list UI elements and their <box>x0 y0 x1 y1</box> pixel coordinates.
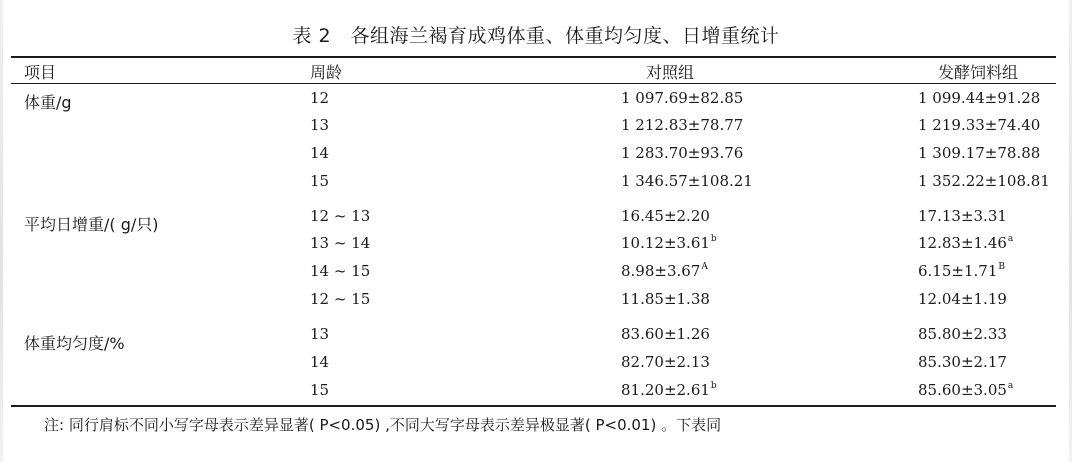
table-top-rule <box>11 56 1056 58</box>
fermented-value: 1 219.33±74.40 <box>918 116 1041 134</box>
cell-week: 15 <box>310 381 330 399</box>
cell-week: 14 <box>310 353 330 371</box>
cell-fermented <box>918 290 1008 308</box>
cell-week: 12 <box>310 89 330 107</box>
fermented-value: 85.60±3.05 <box>918 381 1007 399</box>
table-bottom-rule <box>11 405 1056 407</box>
table-footnote: 注: 同行肩标不同小写字母表示差异显著( P<0.05) ,不同大写字母表示差异极显著( P<0.01) 。下表同 <box>44 416 722 434</box>
control-value: 1 097.69±82.85 <box>621 89 744 107</box>
control-value: 16.45±2.20 <box>621 207 710 225</box>
fermented-value: 1 352.22±108.81 <box>918 172 1050 190</box>
header-fermented-feed: 发酵饲料组 <box>938 63 1019 82</box>
category-label: 平均日增重/( g/只) <box>24 215 159 234</box>
cell-week: 13 <box>310 325 330 343</box>
cell-fermented <box>918 262 1005 280</box>
fermented-value: 12.83±1.46 <box>918 234 1007 252</box>
cell-control <box>621 262 708 280</box>
fermented-superscript: a <box>1007 234 1014 244</box>
cell-fermented <box>918 172 1051 190</box>
table-title: 表 2 各组海兰褐育成鸡体重、体重均匀度、日增重统计 <box>292 25 780 47</box>
cell-fermented <box>918 325 1008 343</box>
cell-control <box>621 172 754 190</box>
control-value: 82.70±2.13 <box>621 353 710 371</box>
cell-control <box>621 207 711 225</box>
category-label: 体重/g <box>24 93 72 112</box>
fermented-value: 85.30±2.17 <box>918 353 1007 371</box>
category-label: 体重均匀度/% <box>24 334 125 353</box>
cell-week: 14 <box>310 144 330 162</box>
fermented-superscript: a <box>1007 381 1014 391</box>
cell-control <box>621 381 717 399</box>
cell-fermented <box>918 207 1008 225</box>
cell-fermented <box>918 116 1041 134</box>
cell-fermented <box>918 234 1013 252</box>
cell-control <box>621 234 717 252</box>
control-value: 1 283.70±93.76 <box>621 144 744 162</box>
cell-control <box>621 290 711 308</box>
control-value: 81.20±2.61 <box>621 381 710 399</box>
control-value: 8.98±3.67 <box>621 262 701 280</box>
cell-fermented <box>918 381 1013 399</box>
fermented-value: 85.80±2.33 <box>918 325 1007 343</box>
header-control: 对照组 <box>646 63 695 82</box>
header-item: 项目 <box>24 63 57 82</box>
cell-fermented <box>918 89 1041 107</box>
control-value: 10.12±3.61 <box>621 234 710 252</box>
cell-control <box>621 116 744 134</box>
control-superscript: A <box>701 262 708 272</box>
cell-control <box>621 353 711 371</box>
header-week: 周龄 <box>310 63 343 82</box>
cell-week: 13 <box>310 116 330 134</box>
cell-week: 12 ~ 13 <box>310 207 371 225</box>
cell-week: 14 ~ 15 <box>310 262 371 280</box>
table-header-rule <box>11 83 1056 84</box>
fermented-value: 17.13±3.31 <box>918 207 1007 225</box>
control-value: 83.60±1.26 <box>621 325 710 343</box>
page-edge-left <box>0 0 3 462</box>
fermented-value: 12.04±1.19 <box>918 290 1007 308</box>
cell-week: 12 ~ 15 <box>310 290 371 308</box>
cell-control <box>621 144 744 162</box>
cell-control <box>621 89 744 107</box>
fermented-value: 1 309.17±78.88 <box>918 144 1041 162</box>
control-superscript: b <box>710 381 717 391</box>
control-superscript: b <box>710 234 717 244</box>
cell-fermented <box>918 353 1008 371</box>
control-value: 11.85±1.38 <box>621 290 710 308</box>
cell-week: 13 ~ 14 <box>310 234 371 252</box>
fermented-superscript: B <box>998 262 1005 272</box>
fermented-value: 6.15±1.71 <box>918 262 998 280</box>
control-value: 1 346.57±108.21 <box>621 172 753 190</box>
cell-week: 15 <box>310 172 330 190</box>
cell-control <box>621 325 711 343</box>
cell-fermented <box>918 144 1041 162</box>
fermented-value: 1 099.44±91.28 <box>918 89 1041 107</box>
control-value: 1 212.83±78.77 <box>621 116 744 134</box>
